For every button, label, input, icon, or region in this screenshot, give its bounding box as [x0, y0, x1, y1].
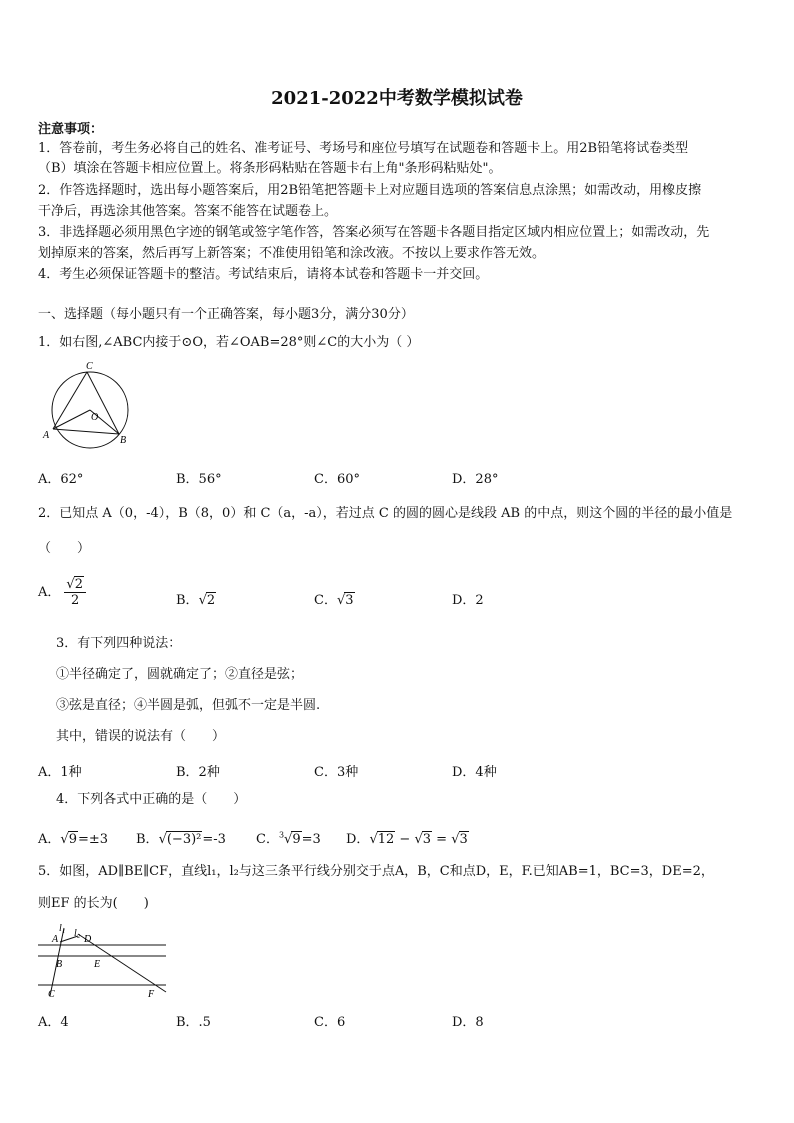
notice-heading: 注意事项： [38, 122, 104, 137]
notice-line: 4．考生必须保证答题卡的整洁。考试结束后，请将本试卷和答题卡一并交回。 [38, 267, 489, 282]
label-c: C [86, 361, 93, 372]
question-3-line: 其中，错误的说法有（ ） [56, 729, 226, 744]
label-o: O [91, 412, 99, 423]
option-d: D．2 [452, 593, 484, 608]
option-d: D．28° [452, 472, 499, 487]
option-b: B．2种 [176, 765, 220, 780]
option-d: D．8 [452, 1015, 484, 1030]
label-f: F [148, 989, 155, 1000]
option-c: C．$^3$√9=3 [256, 830, 321, 847]
label-c: C [48, 989, 55, 1000]
question-2-stem: 2．已知点 A（0，-4），B（8，0）和 C（a，-a），若过点 C 的圆的圆心是线段 AB 的中点，则这个圆的半径的最小值是 [38, 506, 733, 521]
notice-line: （B）填涂在答题卡相应位置上。将条形码粘贴在答题卡右上角"条形码粘贴处"。 [38, 161, 502, 176]
label-b: B [120, 435, 127, 446]
label-e: E [94, 959, 101, 970]
notice-line: 3．非选择题必须用黑色字迹的钢笔或签字笔作答，答案必须写在答题卡各题目指定区域内相应位置上；如需改动，先 [38, 225, 710, 240]
question-3-stem: 3．有下列四种说法： [56, 636, 182, 651]
option-a: A．√9=±3 [38, 832, 109, 847]
option-c: C．6 [314, 1015, 346, 1030]
question-3-line: ③弦是直径；④半圆是弧，但弧不一定是半圆. [56, 698, 321, 713]
label-a: A [52, 934, 59, 945]
option-a: A．62° [38, 472, 84, 487]
option-c: C．60° [314, 472, 360, 487]
option-b: B．√(−3)²=-3 [136, 832, 226, 847]
label-a: A [43, 430, 50, 441]
option-a: A．1种 [38, 765, 82, 780]
question-3-line: ①半径确定了，圆就确定了；②直径是弦； [56, 667, 304, 682]
label-d: D [84, 934, 92, 945]
option-b: B．56° [176, 472, 222, 487]
label-b: B [56, 959, 63, 970]
question-5-stem: 5．如图，AD∥BE∥CF，直线l₁，l₂与这三条平行线分别交于点A，B，C和点D，E，F.已知AB=1，BC=3，DE=2， [38, 864, 714, 879]
section-heading: 一、选择题（每小题只有一个正确答案，每小题3分，满分30分） [38, 307, 414, 322]
option-a: A．4 [38, 1015, 69, 1030]
question-5-stem-2: 则EF 的长为( ) [38, 896, 149, 911]
question-2-paren: （ ） [38, 541, 91, 556]
page-title: 2021-2022中考数学模拟试卷 [271, 88, 523, 109]
option-c: C．3种 [314, 765, 359, 780]
parallel-lines-figure [38, 922, 173, 1002]
label-l1: l₁ [59, 923, 66, 934]
question-4-stem: 4．下列各式中正确的是（ ） [56, 792, 247, 807]
notice-line: 划掉原来的答案，然后再写上新答案；不准使用铅笔和涂改液。不按以上要求作答无效。 [38, 246, 546, 261]
circle-figure [40, 360, 140, 450]
notice-line: 1．答卷前，考生务必将自己的姓名、准考证号、考场号和座位号填写在试题卷和答题卡上。用2B铅笔将试卷类型 [38, 141, 689, 156]
option-b: B．√2 [176, 593, 216, 608]
option-c: C．√3 [314, 593, 354, 608]
notice-line: 2．作答选择题时，选出每小题答案后，用2B铅笔把答题卡上对应题目选项的答案信息点涂黑；如需改动，用橡皮擦 [38, 183, 702, 198]
question-1-stem: 1．如右图,∠ABC内接于⊙O，若∠OAB=28°则∠C的大小为（ ） [38, 335, 420, 350]
option-a: A． $\frac{√2}{2}$ [38, 577, 86, 608]
label-l2: l₂ [74, 928, 81, 939]
option-d: D．√12 − √3 = √3 [346, 832, 468, 847]
option-d: D．4种 [452, 765, 497, 780]
notice-line: 干净后，再选涂其他答案。答案不能答在试题卷上。 [38, 204, 338, 219]
option-b: B．.5 [176, 1015, 211, 1030]
